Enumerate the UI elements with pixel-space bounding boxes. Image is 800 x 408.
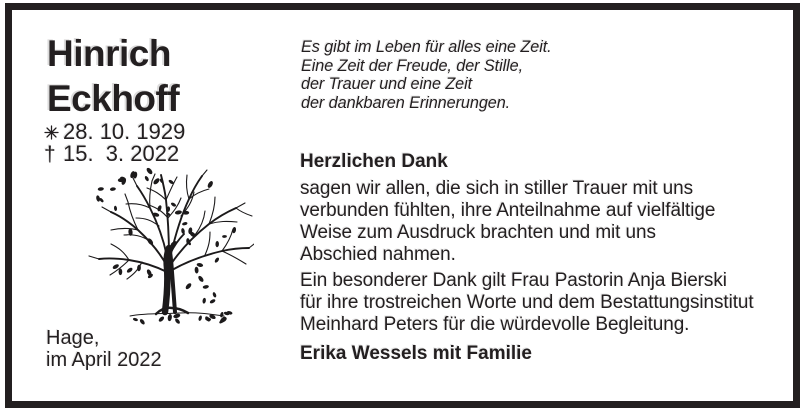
death-date-row xyxy=(44,143,185,166)
family-signature: Erika Wessels mit Familie xyxy=(300,343,532,364)
thanks-line: Abschied nahmen. xyxy=(300,244,456,265)
thanks-line: verbunden fühlten, ihre Anteilnahme auf vielfältige xyxy=(300,200,716,221)
death-date: 15. 3. 2022 xyxy=(63,141,180,166)
birth-date-row xyxy=(44,121,185,143)
memorial-verse xyxy=(301,38,552,112)
deceased-name xyxy=(47,31,179,121)
death-dagger-icon: † xyxy=(44,143,56,166)
special-thanks-line: Ein besonderer Dank gilt Frau Pastorin Anja Bierski xyxy=(300,270,727,291)
verse-line: der dankbaren Erinnerungen. xyxy=(301,93,511,112)
thanks-line: sagen wir allen, die sich in stiller Trauer mit uns xyxy=(300,178,694,199)
deceased-last-name: Eckhoff xyxy=(47,78,180,119)
place-and-date xyxy=(46,328,162,371)
verse-line: Eine Zeit der Freude, der Stille, xyxy=(301,56,524,75)
verse-line: der Trauer und eine Zeit xyxy=(301,75,473,94)
special-thanks-paragraph xyxy=(300,270,754,336)
born-star-icon xyxy=(44,121,63,143)
deceased-first-name: Hinrich xyxy=(47,33,171,74)
thanks-paragraph xyxy=(300,178,715,266)
verse-line: Es gibt im Leben für alles eine Zeit. xyxy=(301,38,552,56)
date-line: im April 2022 xyxy=(46,348,162,371)
place-line: Hage, xyxy=(46,327,100,349)
thanks-line: Weise zum Ausdruck brachten und mit uns xyxy=(300,222,656,243)
special-thanks-line: Meinhard Peters für die würdevolle Begleitung. xyxy=(300,314,690,335)
special-thanks-line: für ihre trostreichen Worte und dem Bestattungsinstitut xyxy=(300,292,754,313)
life-dates xyxy=(44,121,185,166)
autumn-tree-illustration xyxy=(78,166,254,326)
thanks-heading: Herzlichen Dank xyxy=(300,151,448,172)
birth-date: 28. 10. 1929 xyxy=(63,119,186,144)
